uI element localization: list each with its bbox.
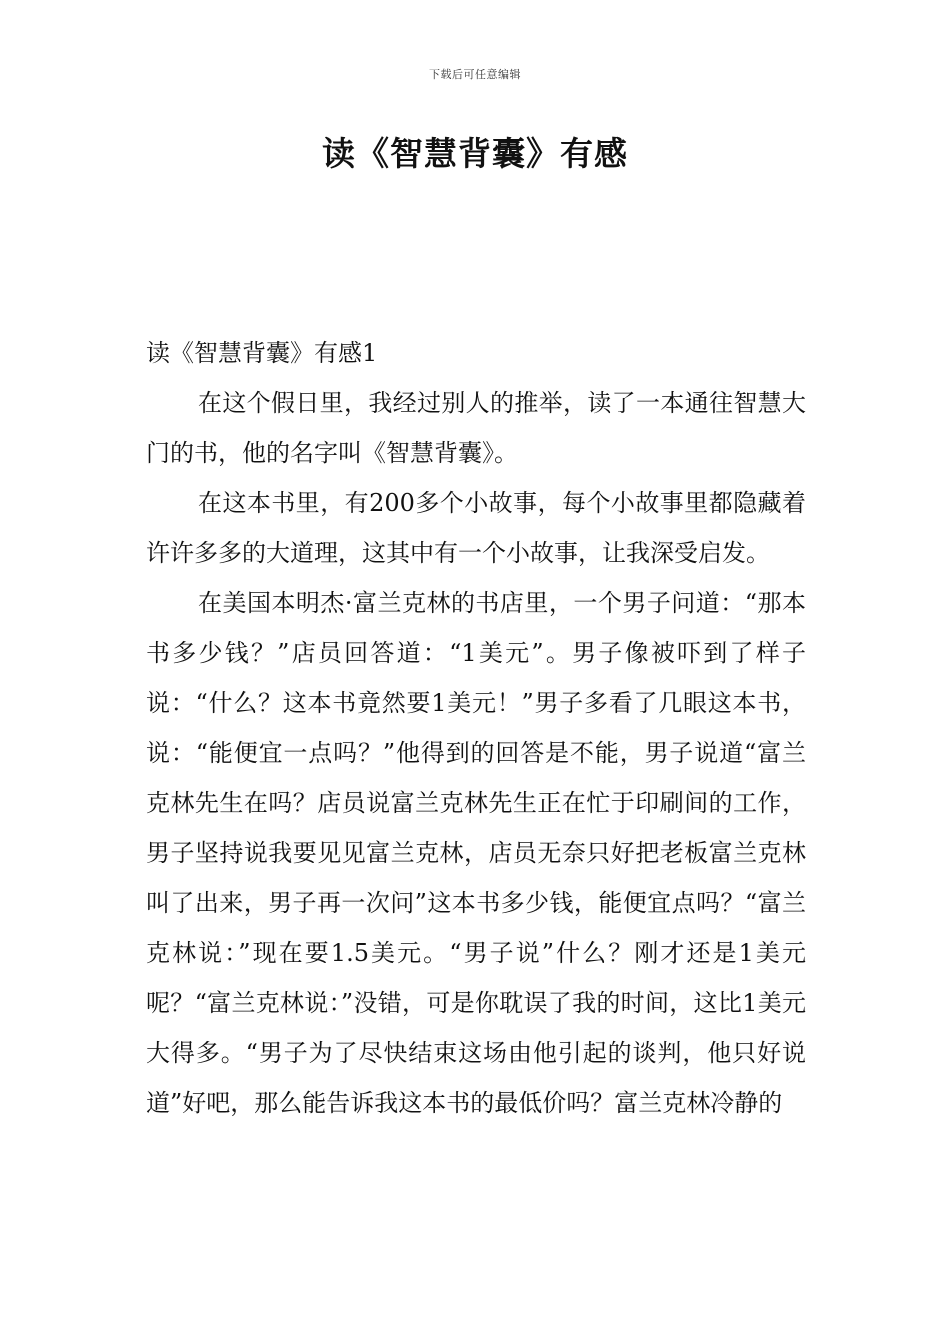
paragraph: 在美国本明杰·富兰克林的书店里，一个男子问道：“那本书多少钱？”店员回答道：“1美元”。男子像被吓到了样子说：“什么？这本书竟然要1美元！”男子多看了几眼这本书，说：“能便宜一点吗？”他得到的回答是不能，男子说道“富兰克林先生在吗？店员说富兰克林先生正在忙于印刷间的工作，男子坚持说我要见见富兰克林，店员无奈只好把老板富兰克林叫了出来，男子再一次问”这本书多少钱，能便宜点吗？“富兰克林说：”现在要1.5美元。“男子说”什么？刚才还是1美元呢？“富兰克林说：”没错，可是你耽误了我的时间，这比1美元大得多。“男子为了尽快结束这场由他引起的谈判，他只好说道”好吧，那么能告诉我这本书的最低价吗？富兰克林冷静的 bbox=[146, 589, 806, 1117]
paragraph: 在这本书里，有200多个小故事，每个小故事里都隐藏着许许多多的大道理，这其中有一个小故事，让我深受启发。 bbox=[146, 489, 806, 567]
section-heading: 读《智慧背囊》有感1 bbox=[146, 339, 378, 367]
page-title: 读《智慧背囊》有感 bbox=[322, 134, 628, 173]
document-body bbox=[146, 328, 806, 1128]
header-note: 下载后可任意编辑 bbox=[429, 68, 521, 81]
paragraph: 在这个假日里，我经过别人的推举，读了一本通往智慧大门的书，他的名字叫《智慧背囊》。 bbox=[146, 389, 806, 467]
